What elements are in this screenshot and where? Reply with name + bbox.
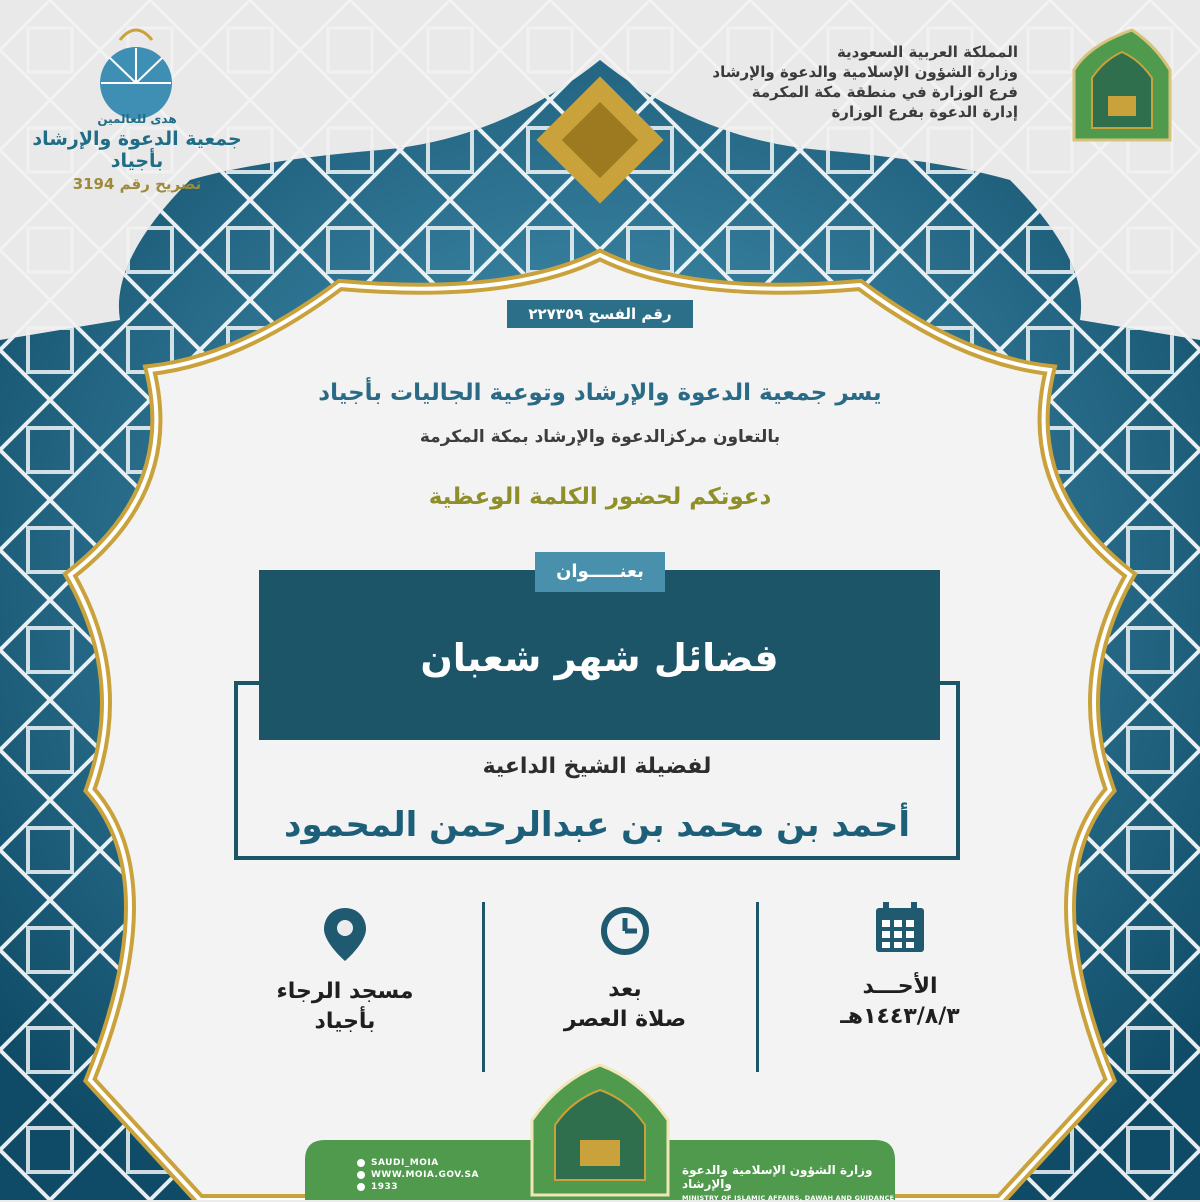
clock-icon xyxy=(599,905,651,957)
phone: 1933 xyxy=(371,1182,399,1192)
social-handle: SAUDI_MOIA xyxy=(371,1158,439,1168)
ministry-header xyxy=(598,42,1018,122)
ministry-line: وزارة الشؤون الإسلامية والدعوة والإرشاد xyxy=(712,63,1018,81)
date-value: ١٤٤٣/٨/٣هـ xyxy=(840,1004,960,1029)
website: WWW.MOIA.GOV.SA xyxy=(371,1170,479,1180)
date-day: الأحـــد xyxy=(862,974,938,999)
location-line-1: مسجد الرجاء xyxy=(276,979,414,1004)
ministry-line: فرع الوزارة في منطقة مكة المكرمة xyxy=(751,83,1018,101)
footer-ministry-ar: وزارة الشؤون الإسلامية والدعوة والإرشاد xyxy=(682,1163,873,1191)
location-pin-icon xyxy=(320,905,370,963)
time-line-1: بعد xyxy=(608,977,642,1002)
title-label: بعنـــــوان xyxy=(535,552,665,592)
ministry-line: إدارة الدعوة بفرع الوزارة xyxy=(831,103,1018,121)
permit-badge: رقم الفسح ٢٢٧٣٥٩ xyxy=(507,300,693,328)
intro-line-3: دعوتكم لحضور الكلمة الوعظية xyxy=(428,484,772,510)
social-icon xyxy=(357,1159,365,1167)
calendar-icon xyxy=(873,900,927,954)
ministry-line: المملكة العربية السعودية xyxy=(836,43,1018,61)
association-license: تصريح رقم 3194 xyxy=(72,175,202,193)
footer-ministry-en: MINISTRY OF ISLAMIC AFFAIRS, DAWAH AND GUIDANCE xyxy=(682,1194,895,1202)
time-line-2: صلاة العصر xyxy=(563,1007,687,1032)
phone-icon xyxy=(357,1183,365,1191)
association-logo-text: هدى للعالمين xyxy=(97,112,177,126)
location-line-2: بأجياد xyxy=(314,1009,376,1034)
speaker-name: أحمد بن محمد بن عبدالرحمن المحمود xyxy=(284,805,910,845)
location-info xyxy=(230,905,460,1037)
date-info xyxy=(785,900,1015,1032)
intro-line-2: بالتعاون مركزالدعوة والإرشاد بمكة المكرمة xyxy=(419,427,781,447)
footer-ministry xyxy=(682,1163,902,1202)
intro-line-1: يسر جمعية الدعوة والإرشاد وتوعية الجاليات بأجياد xyxy=(318,380,882,406)
time-info xyxy=(510,905,740,1035)
association-name: جمعية الدعوة والإرشاد بأجياد xyxy=(32,128,242,172)
footer-contacts xyxy=(357,1157,557,1193)
lecture-title: فضائل شهر شعبان xyxy=(420,636,779,680)
speaker-label: لفضيلة الشيخ الداعية xyxy=(482,754,712,779)
globe-icon xyxy=(357,1171,365,1179)
association-header xyxy=(22,112,252,193)
